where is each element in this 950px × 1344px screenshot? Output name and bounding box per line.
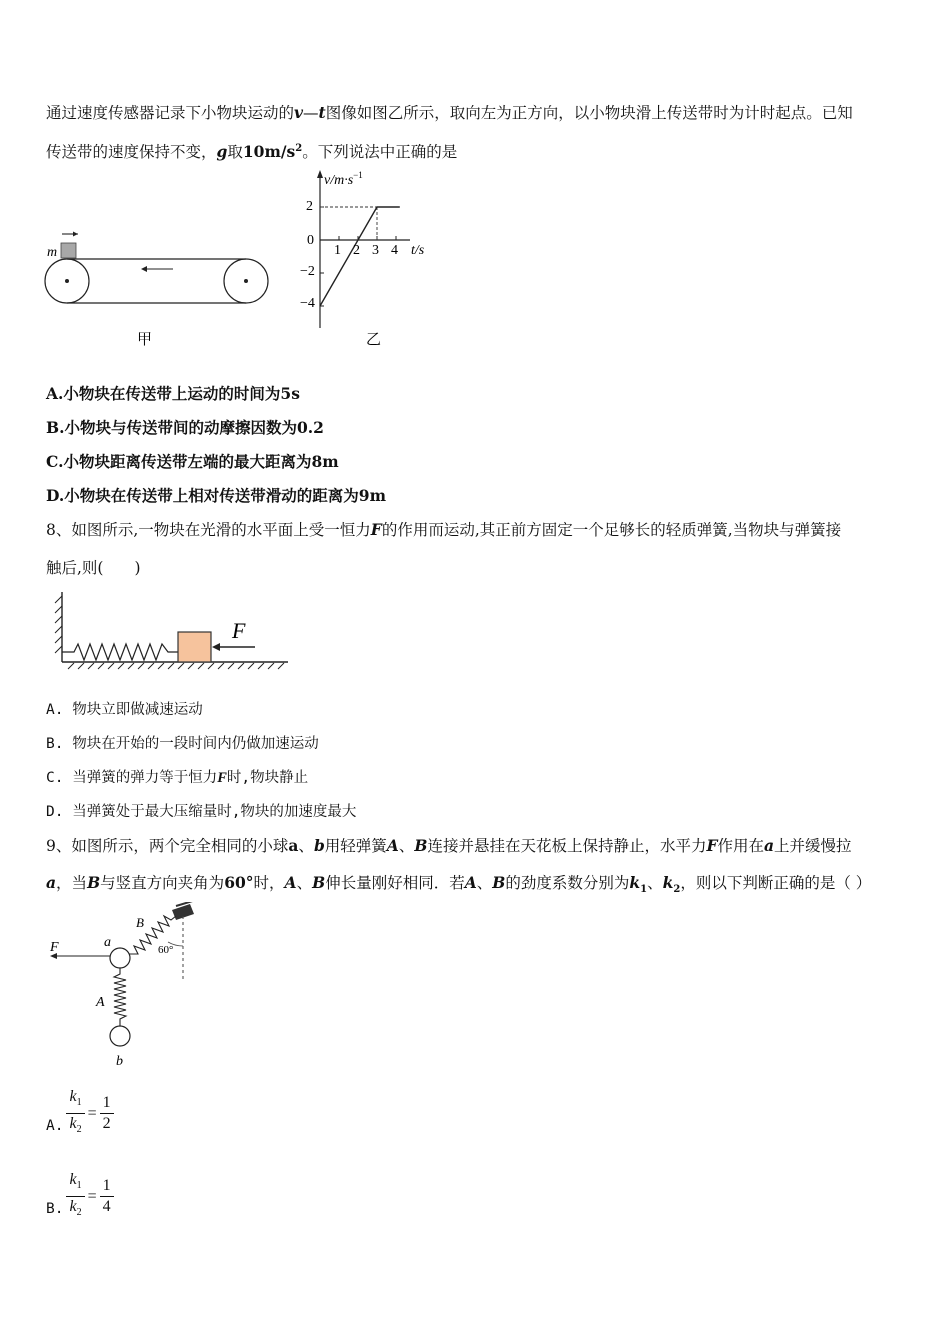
- q9-stem-line-1: 9、如图所示，两个完全相同的小球a、b用轻弹簧A、B连接并悬挂在天花板上保持静止，水平力F作用在a上并缓慢拉: [46, 836, 852, 855]
- k-ratio-fraction: $\frac{k_1}{k_2}$: [66, 1170, 84, 1223]
- ball-b: [110, 1026, 130, 1046]
- q8-option-a: A. 物块立即做减速运动: [46, 702, 203, 718]
- q7-option-d: D.小物块在传送带上相对传送带滑动的距离为9m: [46, 486, 386, 505]
- equals-sign: =: [87, 1187, 97, 1205]
- force-F-arrow: [50, 953, 110, 959]
- force-label: F: [232, 618, 246, 643]
- spring-block-figure: [52, 590, 292, 670]
- q7-var-g: g: [216, 142, 228, 161]
- figure-caption-jia: 甲: [137, 332, 153, 348]
- x-tick-label-3: 3: [372, 243, 379, 258]
- ceiling-mount: [172, 902, 196, 920]
- q7-g-value: 10m/s: [242, 142, 296, 161]
- right-pulley-axle: [244, 279, 248, 283]
- x-axis-label: t/s: [411, 243, 425, 258]
- spring: [62, 644, 178, 660]
- q7-intro-text: 图像如图乙所示，取向左为正方向，以小物块滑上传送带时为计时起点。已知: [325, 104, 853, 122]
- option-letter: B.: [46, 1201, 64, 1218]
- y-axis: [317, 170, 323, 328]
- x-tick-label-4: 4: [391, 243, 398, 258]
- q8-var-F: F: [217, 770, 227, 786]
- origin-label: 0: [307, 233, 314, 248]
- ball-a: [110, 948, 130, 968]
- q7-intro-line-2: [46, 140, 457, 162]
- q7-option-c: C.小物块距离传送带左端的最大距离为8m: [46, 452, 339, 471]
- force-F-label: F: [50, 940, 59, 955]
- figure-caption-yi: 乙: [366, 332, 382, 348]
- q7-intro-text: 。下列说法中正确的是: [302, 143, 458, 161]
- q9-option-b: [46, 1170, 117, 1223]
- q8-option-c: C. 当弹簧的弹力等于恒力F时,物块静止: [46, 770, 309, 786]
- hanging-springs-figure: [44, 902, 204, 1074]
- q9-option-a: [46, 1087, 117, 1140]
- dashed-guides: [320, 207, 377, 240]
- q7-intro-text: 传送带的速度保持不变，: [46, 143, 217, 161]
- q7-option-b: B.小物块与传送带间的动摩擦因数为0.2: [46, 418, 324, 437]
- q7-intro-text: 取: [227, 143, 243, 161]
- mass-label: m: [47, 245, 58, 260]
- value-fraction: $\frac{1}{4}$: [100, 1176, 114, 1217]
- block: [178, 632, 211, 662]
- equals-sign: =: [87, 1104, 97, 1122]
- y-axis-label: $v/m\cdot s^{-1}$: [324, 170, 363, 188]
- y-tick-label-neg2: −2: [300, 264, 315, 279]
- belt-direction-arrow: [141, 266, 173, 272]
- k-ratio-fraction: $\frac{k_1}{k_2}$: [66, 1087, 84, 1140]
- q8-stem-text: 的作用而运动,其正前方固定一个足够长的轻质弹簧,当物块与弹簧接: [381, 521, 842, 539]
- q7-dash: —: [303, 104, 319, 122]
- q7-option-a: A.小物块在传送带上运动的时间为5s: [46, 384, 300, 403]
- spring-A-label: A: [96, 995, 105, 1010]
- q9-stem-line-2: a，当B与竖直方向夹角为60°时，A、B伸长量刚好相同．若A、B的劲度系数分别为$k_1$、$k_2$，则以下判断正确的是（ ）: [46, 873, 872, 896]
- angle-label: 60°: [158, 944, 174, 956]
- spring-A: [114, 968, 126, 1026]
- floor: [62, 662, 288, 669]
- q7-var-t: t: [318, 103, 326, 122]
- q8-stem-line-1: [46, 518, 841, 540]
- ball-a-label: a: [104, 935, 111, 950]
- q8-var-F: F: [370, 520, 382, 539]
- block-velocity-arrow: [62, 232, 78, 237]
- left-pulley-axle: [65, 279, 69, 283]
- ball-b-label: b: [116, 1054, 123, 1069]
- q7-var-v: v: [294, 103, 304, 122]
- q8-option-d: D. 当弹簧处于最大压缩量时,物块的加速度最大: [46, 804, 357, 820]
- q8-option-b: B. 物块在开始的一段时间内仍做加速运动: [46, 736, 319, 752]
- force-arrow: [212, 643, 255, 651]
- value-fraction: $\frac{1}{2}$: [100, 1093, 114, 1134]
- x-tick-label-2: 2: [353, 243, 360, 258]
- q8-stem-text: 8、如图所示,一物块在光滑的水平面上受一恒力: [46, 521, 371, 539]
- conveyor-belt-figure: [40, 222, 276, 352]
- x-tick-label-1: 1: [334, 243, 341, 258]
- y-tick-label-neg4: −4: [300, 296, 315, 311]
- q8-stem-line-2: 触后,则( ): [46, 559, 141, 577]
- q7-g-exponent: 2: [295, 142, 303, 154]
- q7-intro-text: 通过速度传感器记录下小物块运动的: [46, 104, 295, 122]
- vt-graph: [290, 166, 450, 352]
- q7-intro-line-1: [46, 101, 853, 123]
- option-letter: A.: [46, 1118, 64, 1135]
- block-m: [61, 243, 76, 258]
- y-tick-label-2: 2: [306, 199, 313, 214]
- spring-B-label: B: [136, 915, 144, 930]
- wall: [55, 592, 62, 662]
